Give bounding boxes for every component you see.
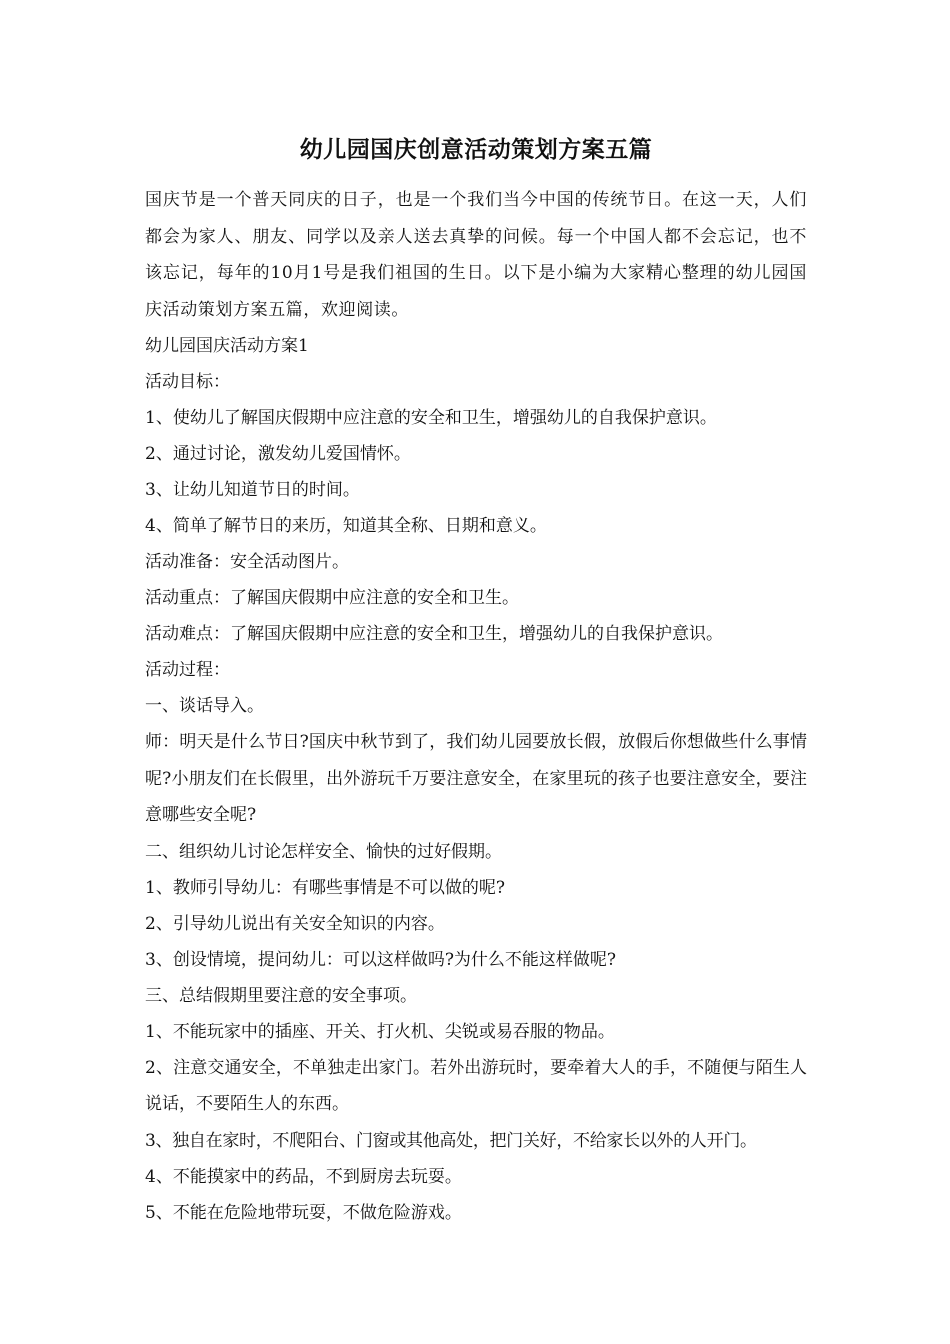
preparation-line: 活动准备：安全活动图片。 — [145, 552, 349, 572]
goal-item: 3、让幼儿知道节日的时间。 — [145, 480, 360, 500]
goal-item: 4、简单了解节日的来历，知道其全称、日期和意义。 — [145, 516, 547, 536]
step3-heading: 三、总结假期里要注意的安全事项。 — [145, 985, 417, 1006]
step2-item: 3、创设情境，提问幼儿：可以这样做吗?为什么不能这样做呢? — [145, 949, 617, 970]
step1-heading: 一、谈话导入。 — [145, 696, 264, 716]
plan-heading: 幼儿园国庆活动方案1 — [145, 336, 309, 356]
step2-item: 2、引导幼儿说出有关安全知识的内容。 — [145, 913, 445, 934]
step3-item: 5、不能在危险地带玩耍，不做危险游戏。 — [145, 1202, 462, 1223]
goals-heading: 活动目标： — [145, 372, 230, 392]
document-body — [145, 182, 807, 1231]
difficulty-line: 活动难点：了解国庆假期中应注意的安全和卫生，增强幼儿的自我保护意识。 — [145, 624, 723, 644]
goal-item: 2、通过讨论，激发幼儿爱国情怀。 — [145, 444, 411, 464]
key-point-line: 活动重点：了解国庆假期中应注意的安全和卫生。 — [145, 588, 519, 608]
step3-item: 1、不能玩家中的插座、开关、打火机、尖锐或易吞服的物品。 — [145, 1021, 615, 1042]
step1-paragraph: 师：明天是什么节日?国庆中秋节到了，我们幼儿园要放长假，放假后你想做些什么事情呢?小朋友们在长假里，出外游玩千万要注意安全，在家里玩的孩子也要注意安全，要注意哪些安全呢? — [145, 732, 807, 825]
process-heading: 活动过程： — [145, 660, 230, 680]
step3-item: 3、独自在家时，不爬阳台、门窗或其他高处，把门关好，不给家长以外的人开门。 — [145, 1130, 757, 1151]
intro-paragraph: 国庆节是一个普天同庆的日子，也是一个我们当今中国的传统节日。在这一天，人们都会为家人、朋友、同学以及亲人送去真挚的问候。每一个中国人都不会忘记，也不该忘记，每年的10月1号是我们祖国的生日。以下是小编为大家精心整理的幼儿园国庆活动策划方案五篇，欢迎阅读。 — [145, 190, 807, 320]
goal-item: 1、使幼儿了解国庆假期中应注意的安全和卫生，增强幼儿的自我保护意识。 — [145, 408, 717, 428]
step3-item: 4、不能摸家中的药品，不到厨房去玩耍。 — [145, 1166, 462, 1187]
step3-item: 2、注意交通安全，不单独走出家门。若外出游玩时，要牵着大人的手，不随便与陌生人说话，不要陌生人的东西。 — [145, 1057, 807, 1114]
document-title: 幼儿园国庆创意活动策划方案五篇 — [299, 136, 653, 163]
step2-heading: 二、组织幼儿讨论怎样安全、愉快的过好假期。 — [145, 841, 502, 862]
step2-item: 1、教师引导幼儿：有哪些事情是不可以做的呢? — [145, 877, 505, 898]
